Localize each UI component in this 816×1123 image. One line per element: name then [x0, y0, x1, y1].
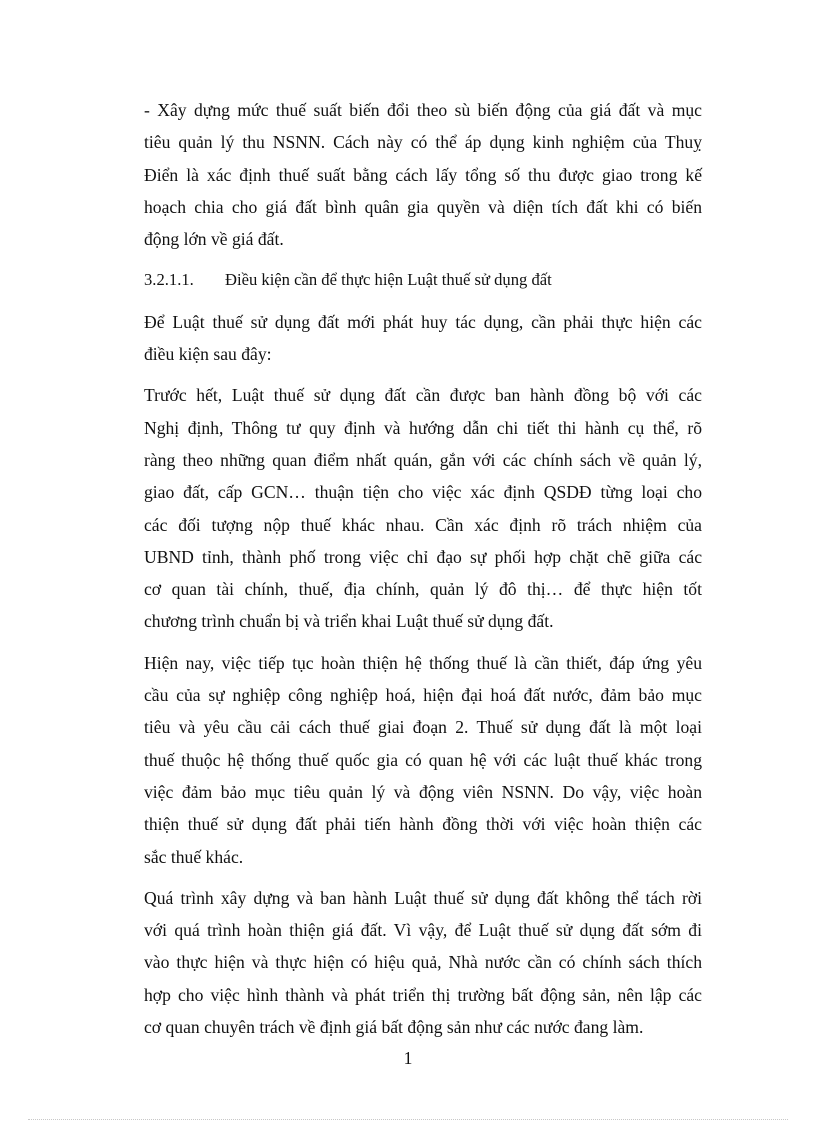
document-body — [144, 94, 702, 1052]
paragraph-line: Quá trình xây dựng và ban hành Luật thuế sử dụng đất không thể tách rời — [144, 887, 702, 908]
paragraph-line: các đối tượng nộp thuế khác nhau. Cần xác định rõ trách nhiệm của — [144, 514, 702, 535]
paragraph-line: Để Luật thuế sử dụng đất mới phát huy tác dụng, cần phải thực hiện các — [144, 311, 702, 332]
paragraph-line: tiêu và yêu cầu cải cách thuế giai đoạn 2. Thuế sử dụng đất là một loại — [144, 717, 702, 738]
page-number: 1 — [403, 1048, 413, 1068]
paragraph-line: Nghị định, Thông tư quy định và hướng dẫn chi tiết thi hành cụ thể, rõ — [144, 417, 702, 438]
page-break-rule — [28, 1119, 788, 1120]
paragraph-line: hợp cho việc hình thành và phát triển thị trường bất động sản, nên lập các — [144, 984, 702, 1005]
section-title: Điều kiện cần để thực hiện Luật thuế sử dụng đất — [225, 270, 552, 290]
paragraph-line: sắc thuế khác. — [144, 846, 244, 867]
paragraph-line: hoạch chia cho giá đất bình quân gia quyền và diện tích đất khi có biến — [144, 196, 702, 217]
paragraph-line: Trước hết, Luật thuế sử dụng đất cần được ban hành đồng bộ với các — [144, 385, 702, 406]
paragraph-line: động lớn về giá đất. — [144, 229, 284, 250]
paragraph-line: điều kiện sau đây: — [144, 344, 272, 365]
paragraph-line: vào thực hiện và thực hiện có hiệu quả, Nhà nước cần có chính sách thích — [144, 952, 702, 973]
paragraph-line: thiện thuế sử dụng đất phải tiến hành đồng thời với việc hoàn thiện các — [144, 814, 702, 835]
paragraph-line: Hiện nay, việc tiếp tục hoàn thiện hệ thống thuế là cần thiết, đáp ứng yêu — [144, 652, 702, 673]
paragraph-line: giao đất, cấp GCN… thuận tiện cho việc xác định QSDĐ từng loại cho — [144, 482, 702, 503]
paragraph-line: với quá trình hoàn thiện giá đất. Vì vậy, để Luật thuế sử dụng đất sớm đi — [144, 920, 702, 941]
section-heading — [144, 264, 702, 296]
paragraph-line: cầu của sự nghiệp công nghiệp hoá, hiện đại hoá đất nước, đảm bảo mục — [144, 685, 702, 706]
paragraph-line: tiêu quản lý thu NSNN. Cách này có thể áp dụng kinh nghiệm của Thuỵ — [144, 132, 702, 153]
paragraph-tax-rate — [144, 94, 702, 255]
paragraph-line: cơ quan tài chính, thuế, địa chính, quản lý đô thị… để thực hiện tốt — [144, 579, 702, 600]
paragraph-line: Điển là xác định thuế suất bằng cách lấy tổng số thu được giao trong kế — [144, 164, 702, 185]
paragraph-line: ràng theo những quan điểm nhất quán, gắn với các chính sách về quản lý, — [144, 449, 702, 470]
paragraph-line: việc đảm bảo mục tiêu quản lý và động viên NSNN. Do vậy, việc hoàn — [144, 781, 702, 802]
paragraph-current-situation — [144, 647, 702, 873]
paragraph-first-condition — [144, 379, 702, 637]
paragraph-line: chương trình chuẩn bị và triển khai Luật thuế sử dụng đất. — [144, 611, 554, 632]
paragraph-line: - Xây dựng mức thuế suất biến đổi theo sù biến động của giá đất và mục — [144, 100, 702, 120]
paragraph-line: cơ quan chuyên trách về định giá bất động sản như các nước đang làm. — [144, 1017, 644, 1038]
paragraph-line: UBND tỉnh, thành phố trong việc chỉ đạo sự phối hợp chặt chẽ giữa các — [144, 546, 702, 567]
paragraph-line: thuế thuộc hệ thống thuế quốc gia có quan hệ với các luật thuế khác trong — [144, 749, 702, 770]
paragraph-land-price — [144, 882, 702, 1043]
paragraph-intro — [144, 306, 702, 371]
section-number: 3.2.1.1. — [144, 270, 194, 290]
